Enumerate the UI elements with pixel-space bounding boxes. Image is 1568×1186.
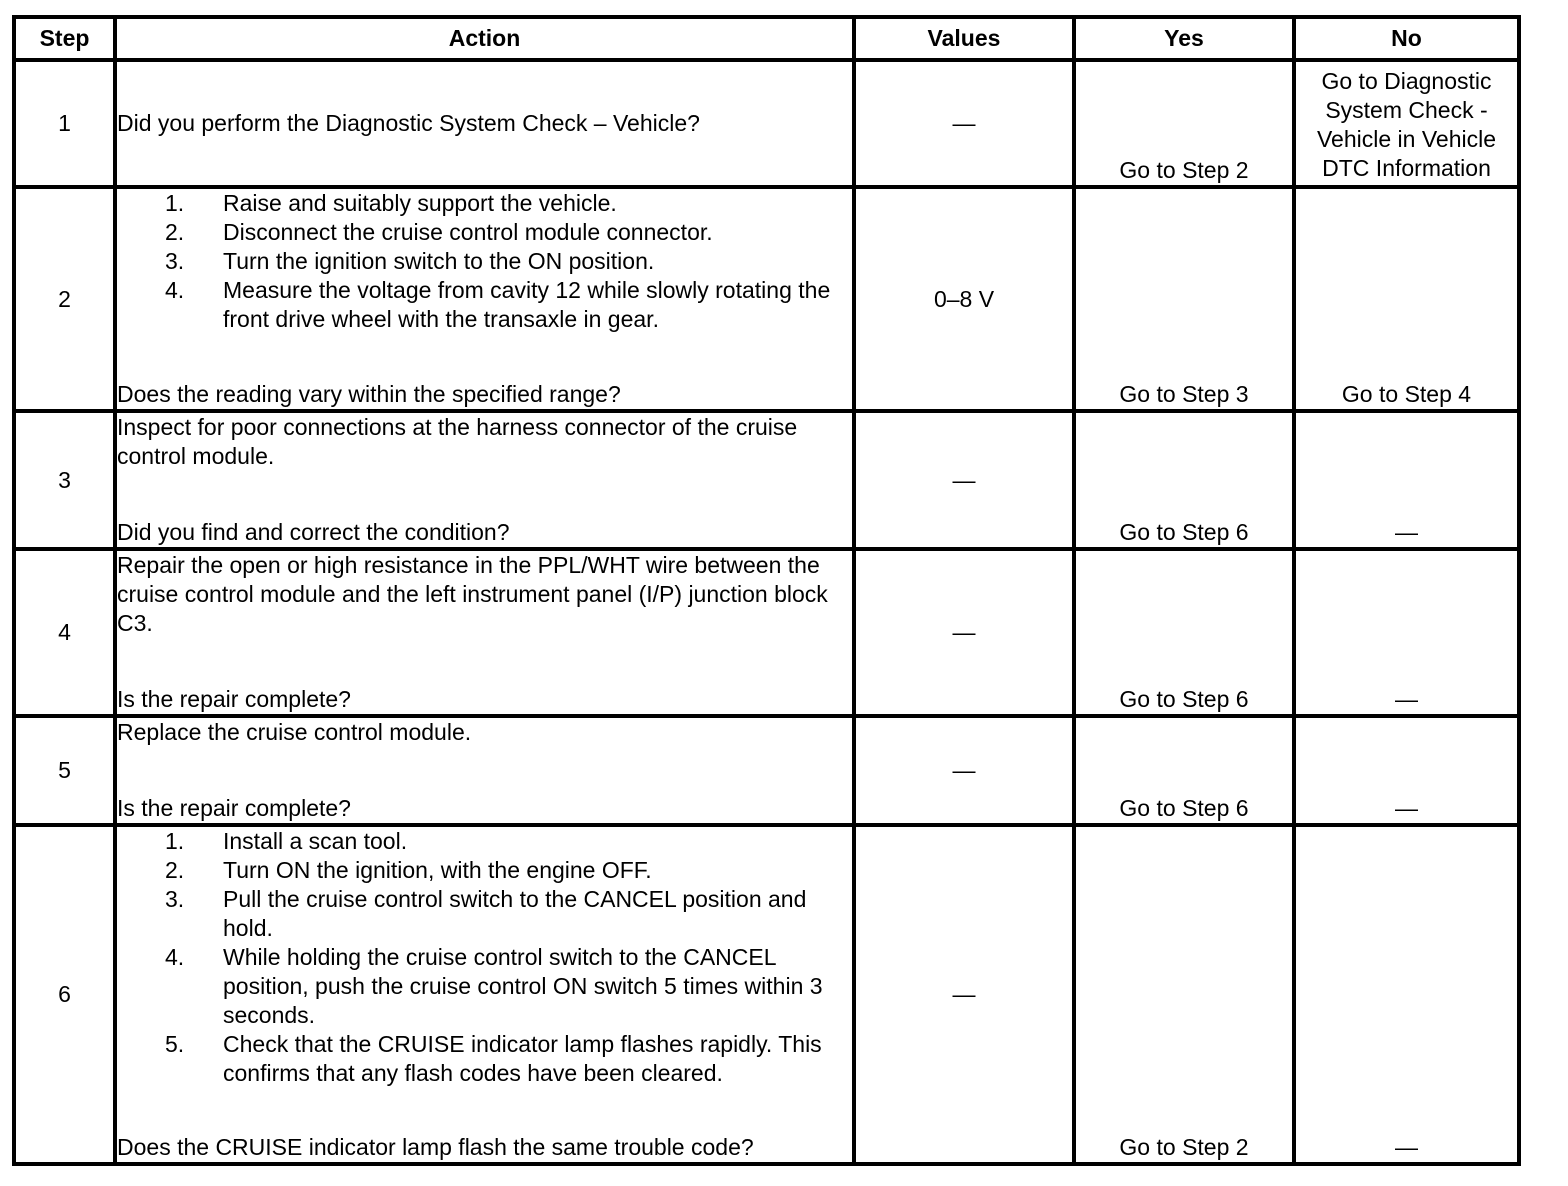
yes-cell: Go to Step 6 <box>1074 716 1294 825</box>
yes-cell: Go to Step 2 <box>1074 825 1294 1164</box>
no-cell: — <box>1294 549 1519 716</box>
yes-cell: Go to Step 2 <box>1074 60 1294 187</box>
action-cell <box>115 411 854 549</box>
table-row <box>14 60 1519 187</box>
action-question: Did you find and correct the condition? <box>117 519 510 545</box>
header-action: Action <box>115 17 854 60</box>
list-item: 5. Check that the CRUISE indicator lamp flashes rapidly. This confirms that any flash codes have been cleared. <box>165 1031 822 1086</box>
table-row <box>14 549 1519 716</box>
table-row <box>14 825 1519 1164</box>
header-yes: Yes <box>1074 17 1294 60</box>
no-cell: — <box>1294 825 1519 1164</box>
no-cell: Go to Diagnostic System Check - Vehicle in Vehicle DTC Information <box>1294 60 1519 187</box>
no-cell: — <box>1294 716 1519 825</box>
action-question: Does the CRUISE indicator lamp flash the same trouble code? <box>117 1134 754 1160</box>
action-question: Is the repair complete? <box>117 686 351 712</box>
header-row <box>14 17 1519 60</box>
value-cell: — <box>854 549 1074 716</box>
list-item: 1. Install a scan tool. <box>165 828 408 854</box>
table-row <box>14 716 1519 825</box>
value-cell: — <box>854 825 1074 1164</box>
header-values: Values <box>854 17 1074 60</box>
yes-cell: Go to Step 3 <box>1074 187 1294 411</box>
action-instruction: Replace the cruise control module. <box>117 719 472 745</box>
action-cell <box>115 716 854 825</box>
yes-cell: Go to Step 6 <box>1074 411 1294 549</box>
list-item: 2. Turn ON the ignition, with the engine OFF. <box>165 857 652 883</box>
value-cell: 0–8 V <box>854 187 1074 411</box>
action-cell <box>115 187 854 411</box>
list-item: 2. Disconnect the cruise control module connector. <box>165 219 713 245</box>
no-cell: — <box>1294 411 1519 549</box>
header-step: Step <box>14 17 115 60</box>
action-steps <box>117 189 852 334</box>
value-cell: — <box>854 411 1074 549</box>
action-cell <box>115 549 854 716</box>
list-item: 4. Measure the voltage from cavity 12 while slowly rotating the front drive wheel with the transaxle in gear. <box>165 277 831 332</box>
header-no: No <box>1294 17 1519 60</box>
step-number: 2 <box>14 187 115 411</box>
step-number: 5 <box>14 716 115 825</box>
action-question: Is the repair complete? <box>117 795 351 821</box>
list-item: 3. Turn the ignition switch to the ON position. <box>165 248 655 274</box>
list-item: 4. While holding the cruise control switch to the CANCEL position, push the cruise control ON switch 5 times within 3 seconds. <box>165 944 823 1028</box>
step-number: 3 <box>14 411 115 549</box>
action-cell <box>115 825 854 1164</box>
action-cell <box>115 60 854 187</box>
list-item: 1. Raise and suitably support the vehicle. <box>165 190 617 216</box>
no-cell: Go to Step 4 <box>1294 187 1519 411</box>
action-instruction: Inspect for poor connections at the harness connector of the cruise control module. <box>117 414 798 469</box>
table-row <box>14 411 1519 549</box>
list-item: 3. Pull the cruise control switch to the CANCEL position and hold. <box>165 886 807 941</box>
action-steps <box>117 827 852 1088</box>
table-row <box>14 187 1519 411</box>
diagnostic-table <box>12 15 1521 1166</box>
yes-cell: Go to Step 6 <box>1074 549 1294 716</box>
action-question: Does the reading vary within the specified range? <box>117 381 621 407</box>
action-question: Did you perform the Diagnostic System Check – Vehicle? <box>117 110 700 136</box>
action-instruction: Repair the open or high resistance in the PPL/WHT wire between the cruise control module and the left instrument panel (I/P) junction block C3. <box>117 552 828 636</box>
value-cell: — <box>854 60 1074 187</box>
value-cell: — <box>854 716 1074 825</box>
step-number: 4 <box>14 549 115 716</box>
step-number: 6 <box>14 825 115 1164</box>
step-number: 1 <box>14 60 115 187</box>
